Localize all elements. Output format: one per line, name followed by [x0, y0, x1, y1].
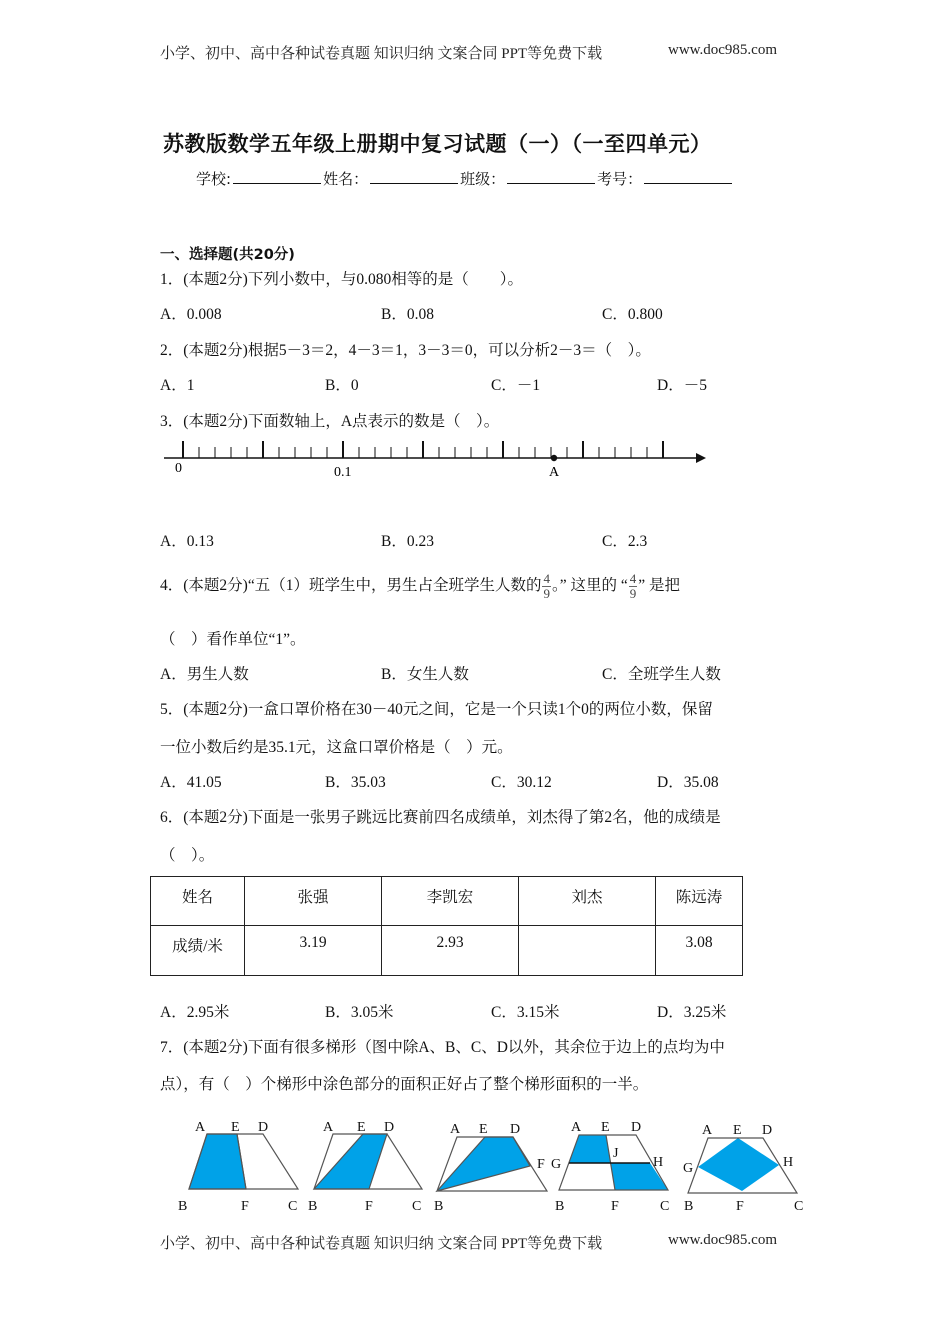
svg-text:D: D — [631, 1120, 642, 1135]
label-point-a: A — [549, 465, 560, 480]
header-site-link[interactable]: www.doc985.com — [668, 42, 778, 58]
student-info-row — [196, 168, 734, 189]
name-field[interactable] — [370, 169, 458, 184]
label-tenth: 0.1 — [334, 465, 352, 480]
footer-site-link[interactable]: www.doc985.com — [668, 1232, 778, 1248]
question-4-line2: （ ）看作单位“1”。 — [160, 631, 306, 648]
q5-option-c[interactable]: C．30.12 — [491, 774, 552, 791]
class-field[interactable] — [507, 169, 595, 184]
q3-option-c[interactable]: C．2.3 — [602, 533, 648, 550]
trapezoid-figure-4 — [551, 1120, 669, 1214]
question-5 — [160, 697, 713, 719]
svg-text:F: F — [365, 1199, 373, 1214]
svg-text:E: E — [231, 1120, 240, 1135]
question-text: (本题2分)下面是一张男子跳远比赛前四名成绩单，刘杰得了第2名，他的成绩是 — [183, 809, 721, 826]
trapezoid-figure-1 — [178, 1120, 298, 1214]
svg-text:A: A — [702, 1123, 713, 1138]
footer-banner — [160, 1232, 602, 1253]
svg-text:C: C — [794, 1199, 804, 1214]
q6-option-a[interactable]: A．2.95米 — [160, 1004, 230, 1021]
question-number: 7． — [160, 1039, 184, 1056]
q2-option-b[interactable]: B．0 — [325, 377, 359, 394]
svg-text:H: H — [783, 1155, 794, 1170]
long-jump-results-table — [150, 876, 743, 976]
school-field[interactable] — [233, 169, 321, 184]
question-6-line2: （ ）。 — [160, 847, 215, 864]
question-text-before: (本题2分)“五（1）班学生中，男生占全班学生人数的 — [183, 577, 542, 594]
trapezoid-figure-3 — [434, 1122, 547, 1214]
question-1 — [160, 267, 523, 289]
q2-option-a[interactable]: A．1 — [160, 377, 195, 394]
header-banner — [160, 42, 602, 63]
svg-text:A: A — [323, 1120, 334, 1135]
table-cell: 3.08 — [656, 926, 743, 976]
question-number: 1． — [160, 271, 184, 288]
question-number: 2． — [160, 342, 184, 359]
svg-text:B: B — [434, 1199, 444, 1214]
svg-text:B: B — [178, 1199, 188, 1214]
q5-option-b[interactable]: B．35.03 — [325, 774, 386, 791]
trapezoid-figure-5 — [683, 1123, 803, 1214]
label-zero: 0 — [175, 461, 182, 476]
svg-text:D: D — [384, 1120, 395, 1135]
question-number: 5． — [160, 701, 184, 718]
question-number: 6． — [160, 809, 184, 826]
header-banner-text: 小学、初中、高中各种试卷真题 知识归纳 文案合同 PPT等免费下载 — [160, 46, 603, 62]
svg-text:C: C — [660, 1199, 670, 1214]
q3-option-a[interactable]: A．0.13 — [160, 533, 214, 550]
svg-text:D: D — [510, 1122, 521, 1137]
svg-text:E: E — [357, 1120, 366, 1135]
svg-text:F: F — [611, 1199, 619, 1214]
table-cell: 张强 — [245, 877, 382, 926]
q1-option-b[interactable]: B．0.08 — [381, 306, 434, 323]
q5-option-a[interactable]: A．41.05 — [160, 774, 222, 791]
page-title: 苏教版数学五年级上册期中复习试题（一）（一至四单元） — [163, 132, 712, 156]
name-label: 姓名： — [323, 170, 369, 188]
question-text-after: ” 是把 — [638, 577, 681, 594]
q4-option-b[interactable]: B．女生人数 — [381, 666, 469, 683]
arrow-icon — [696, 453, 706, 463]
question-text: (本题2分)下面有很多梯形（图中除A、B、C、D以外，其余位于边上的点均为中 — [183, 1039, 725, 1056]
table-cell: 姓名 — [151, 877, 245, 926]
question-6 — [160, 805, 721, 827]
question-text-mid: 。” 这里的 “ — [551, 577, 628, 594]
trapezoid-figure-2 — [308, 1120, 422, 1214]
question-text: (本题2分)下列小数中，与0.080相等的是（ ）。 — [183, 271, 523, 288]
q4-option-c[interactable]: C．全班学生人数 — [602, 666, 721, 683]
svg-text:B: B — [555, 1199, 565, 1214]
svg-text:C: C — [412, 1199, 422, 1214]
svg-text:G: G — [551, 1157, 562, 1172]
table-cell — [519, 926, 656, 976]
footer-banner-text: 小学、初中、高中各种试卷真题 知识归纳 文案合同 PPT等免费下载 — [160, 1236, 603, 1252]
table-cell: 成绩/米 — [151, 926, 245, 976]
svg-text:F: F — [241, 1199, 249, 1214]
svg-text:J: J — [613, 1146, 619, 1161]
number-line-figure — [0, 430, 950, 485]
trapezoid-figures — [0, 1110, 950, 1215]
school-label: 学校: — [196, 170, 232, 188]
q1-option-c[interactable]: C．0.800 — [602, 306, 663, 323]
question-7-line2: 点），有（ ）个梯形中涂色部分的面积正好占了整个梯形面积的一半。 — [160, 1076, 649, 1093]
svg-text:E: E — [733, 1123, 742, 1138]
question-text: (本题2分)下面数轴上，A点表示的数是（ ）。 — [183, 413, 500, 430]
question-3 — [160, 409, 499, 431]
question-4 — [160, 561, 680, 611]
svg-text:B: B — [684, 1199, 694, 1214]
q1-option-a[interactable]: A．0.008 — [160, 306, 222, 323]
table-cell: 刘杰 — [519, 877, 656, 926]
question-number: 3． — [160, 413, 184, 430]
exam-number-label: 考号： — [597, 170, 643, 188]
svg-text:G: G — [683, 1161, 694, 1176]
q4-option-a[interactable]: A．男生人数 — [160, 666, 249, 683]
question-text: (本题2分)根据5－3＝2，4－3＝1，3－3＝0，可以分析2－3＝（ ）。 — [183, 342, 651, 359]
class-label: 班级： — [460, 170, 506, 188]
table-header-row — [151, 877, 743, 926]
table-cell: 李凯宏 — [382, 877, 519, 926]
svg-text:B: B — [308, 1199, 318, 1214]
q2-option-c[interactable]: C．－1 — [491, 377, 541, 394]
table-cell: 2.93 — [382, 926, 519, 976]
table-cell: 陈远涛 — [656, 877, 743, 926]
svg-text:F: F — [537, 1157, 545, 1172]
question-2 — [160, 338, 651, 360]
question-text: (本题2分)一盒口罩价格在30－40元之间，它是一个只读1个0的两位小数，保留 — [183, 701, 713, 718]
svg-text:A: A — [450, 1122, 461, 1137]
svg-text:E: E — [479, 1122, 488, 1137]
q6-option-d[interactable]: D．3.25米 — [657, 1004, 727, 1021]
q6-option-b[interactable]: B．3.05米 — [325, 1004, 394, 1021]
exam-number-field[interactable] — [644, 169, 732, 184]
svg-text:H: H — [653, 1155, 664, 1170]
section-title: 一、选择题(共20分) — [160, 247, 295, 263]
svg-text:D: D — [258, 1120, 269, 1135]
point-a-marker — [551, 455, 557, 461]
svg-text:E: E — [601, 1120, 610, 1135]
question-5-line2: 一位小数后约是35.1元，这盒口罩价格是（ ）元。 — [160, 739, 513, 756]
table-cell: 3.19 — [245, 926, 382, 976]
q2-option-d[interactable]: D．－5 — [657, 377, 707, 394]
question-number: 4． — [160, 577, 184, 594]
q3-option-b[interactable]: B．0.23 — [381, 533, 434, 550]
fraction-4-9-quoted: $\frac{4}{9}$ — [629, 570, 637, 601]
q6-option-c[interactable]: C．3.15米 — [491, 1004, 560, 1021]
svg-text:A: A — [195, 1120, 206, 1135]
svg-text:A: A — [571, 1120, 582, 1135]
svg-text:D: D — [762, 1123, 773, 1138]
svg-text:C: C — [288, 1199, 298, 1214]
svg-text:F: F — [736, 1199, 744, 1214]
q5-option-d[interactable]: D．35.08 — [657, 774, 719, 791]
question-7 — [160, 1035, 725, 1057]
table-row — [151, 926, 743, 976]
fraction-4-9: $\frac{4}{9}$ — [543, 570, 550, 601]
